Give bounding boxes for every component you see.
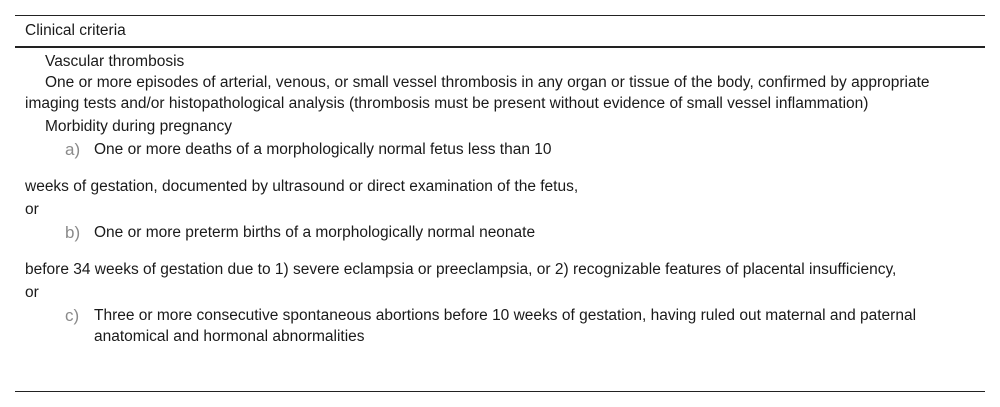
list-marker-b: b) xyxy=(65,223,81,242)
table-body xyxy=(15,51,985,347)
section-title-vascular-thrombosis: Vascular thrombosis xyxy=(45,53,185,70)
list-item-continuation-b: before 34 weeks of gestation due to 1) severe eclampsia or preeclampsia, or 2) recognizable features of placental insufficiency, xyxy=(25,261,897,278)
table-header: Clinical criteria xyxy=(25,22,126,39)
criteria-table xyxy=(15,15,985,347)
list-item-text-a: One or more deaths of a morphologically normal fetus less than 10 xyxy=(94,141,552,158)
list-marker-a: a) xyxy=(65,140,81,159)
list-connector-a: or xyxy=(25,201,39,218)
table-header-rule xyxy=(15,46,985,48)
list-item-continuation-a: weeks of gestation, documented by ultrasound or direct examination of the fetus, xyxy=(25,178,579,195)
list-item-b xyxy=(25,222,975,243)
table-bottom-rule xyxy=(15,391,985,392)
list-marker-c: c) xyxy=(65,306,80,325)
list-item-a xyxy=(25,139,975,160)
list-item-text-b: One or more preterm births of a morphologically normal neonate xyxy=(94,224,536,241)
list-item-c xyxy=(25,305,975,347)
list-connector-b: or xyxy=(25,284,39,301)
list-item-text-c: Three or more consecutive spontaneous abortions before 10 weeks of gestation, having ruled out maternal and paternal anatomical and hormonal abnormalities xyxy=(94,307,917,345)
section-title-pregnancy-morbidity: Morbidity during pregnancy xyxy=(45,118,232,135)
section-description-vascular-thrombosis: One or more episodes of arterial, venous, or small vessel thrombosis in any organ or tissue of the body, confirmed by appropriate imaging tests and/or histopathological analysis (thrombosis must be present without evidence of small vessel inflammation) xyxy=(25,74,930,112)
